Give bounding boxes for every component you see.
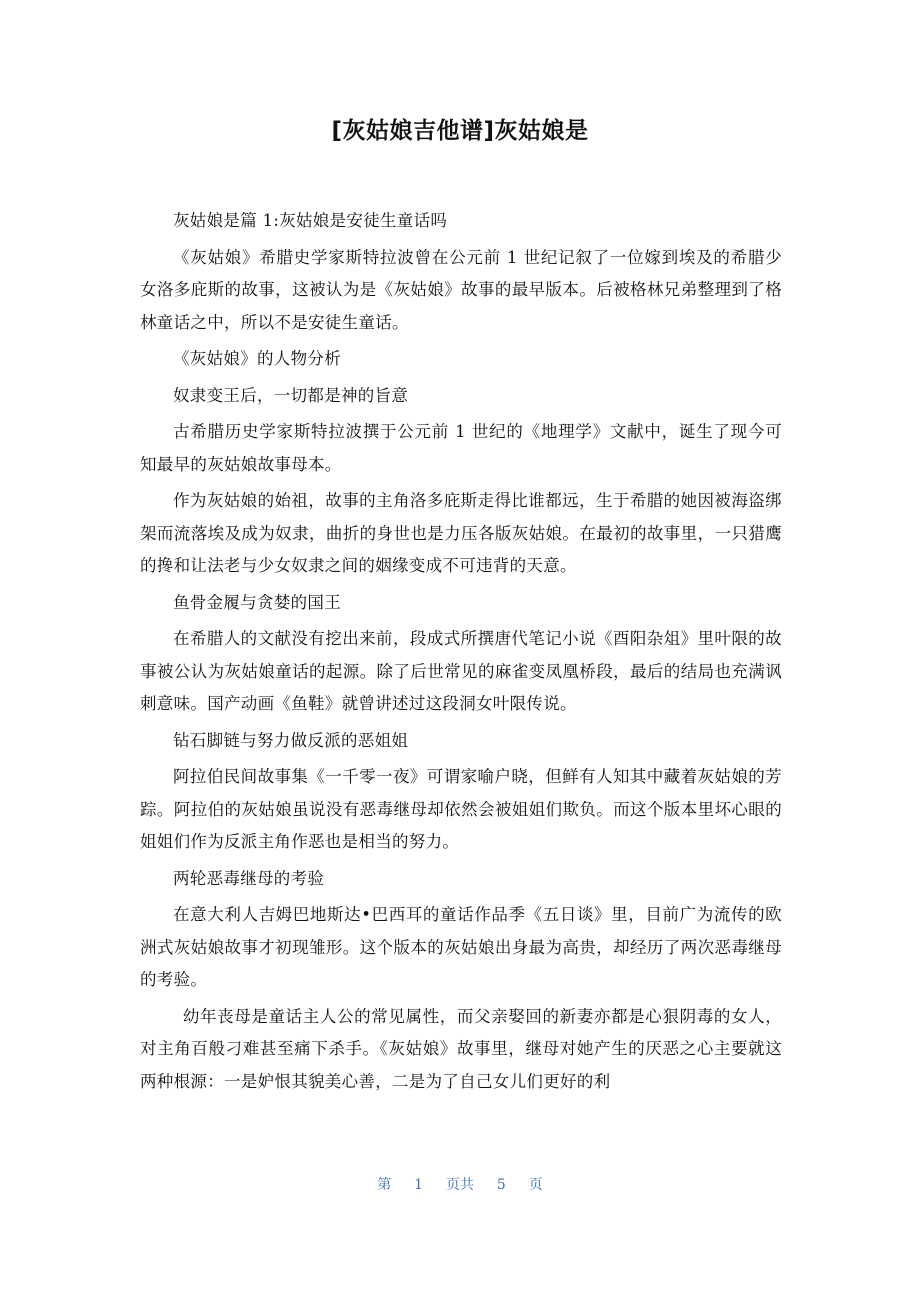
paragraph: 作为灰姑娘的始祖，故事的主角洛多庇斯走得比谁都远，生于希腊的她因被海盗绑架而流落埃及成为奴隶，曲折的身世也是力压各版灰姑娘。在最初的故事里，一只猎鹰的搀和让法老与少女奴隶之间的姻缘变成不可违背的天意。 bbox=[140, 491, 782, 575]
section-heading: 两轮恶毒继母的考验 bbox=[173, 868, 325, 888]
total-pages-number: 5 bbox=[496, 1177, 506, 1193]
paragraph: 灰姑娘是篇 1:灰姑娘是安徒生童话吗 bbox=[173, 211, 448, 230]
document-body bbox=[140, 205, 782, 1102]
section-heading: 鱼骨金履与贪婪的国王 bbox=[173, 592, 341, 612]
page-label-mid: 页共 bbox=[446, 1177, 474, 1193]
page-label-prefix: 第 bbox=[377, 1177, 392, 1193]
paragraph: 在意大利人吉姆巴地斯达•巴西耳的童话作品季《五日谈》里，目前广为流传的欧洲式灰姑娘故事才初现雏形。这个版本的灰姑娘出身最为高贵，却经历了两次恶毒继母的考验。 bbox=[140, 905, 782, 989]
paragraph: 幼年丧母是童话主人公的常见属性，而父亲娶回的新妻亦都是心狠阴毒的女人，对主角百般刁难甚至痛下杀手。《灰姑娘》故事里，继母对她产生的厌恶之心主要就这两种根源：一是妒恨其貌美心善，二是为了自己女儿们更好的利 bbox=[140, 1006, 782, 1091]
section-heading: 奴隶变王后，一切都是神的旨意 bbox=[173, 385, 409, 405]
section-heading: 《灰姑娘》的人物分析 bbox=[173, 349, 341, 368]
page-footer bbox=[0, 1174, 920, 1194]
paragraph: 《灰姑娘》希腊史学家斯特拉波曾在公元前 1 世纪记叙了一位嫁到埃及的希腊少女洛多庇斯的故事，这被认为是《灰姑娘》故事的最早版本。后被格林兄弟整理到了格林童话之中，所以不是安徒生童话。 bbox=[140, 247, 782, 332]
page-label-suffix: 页 bbox=[528, 1177, 543, 1193]
document-title: [灰姑娘吉他谱]灰姑娘是 bbox=[331, 118, 589, 144]
paragraph: 古希腊历史学家斯特拉波撰于公元前 1 世纪的《地理学》文献中，诞生了现今可知最早的灰姑娘故事母本。 bbox=[140, 422, 782, 474]
paragraph: 阿拉伯民间故事集《一千零一夜》可谓家喻户晓，但鲜有人知其中藏着灰姑娘的芳踪。阿拉伯的灰姑娘虽说没有恶毒继母却依然会被姐姐们欺负。而这个版本里坏心眼的姐姐们作为反派主角作恶也是相当的努力。 bbox=[140, 767, 782, 851]
section-heading: 钻石脚链与努力做反派的恶姐姐 bbox=[173, 730, 409, 750]
paragraph: 在希腊人的文献没有挖出来前，段成式所撰唐代笔记小说《酉阳杂俎》里叶限的故事被公认为灰姑娘童话的起源。除了后世常见的麻雀变凤凰桥段，最后的结局也充满讽刺意味。国产动画《鱼鞋》就曾讲述过这段洞女叶限传说。 bbox=[140, 629, 782, 713]
current-page-number: 1 bbox=[414, 1177, 424, 1193]
